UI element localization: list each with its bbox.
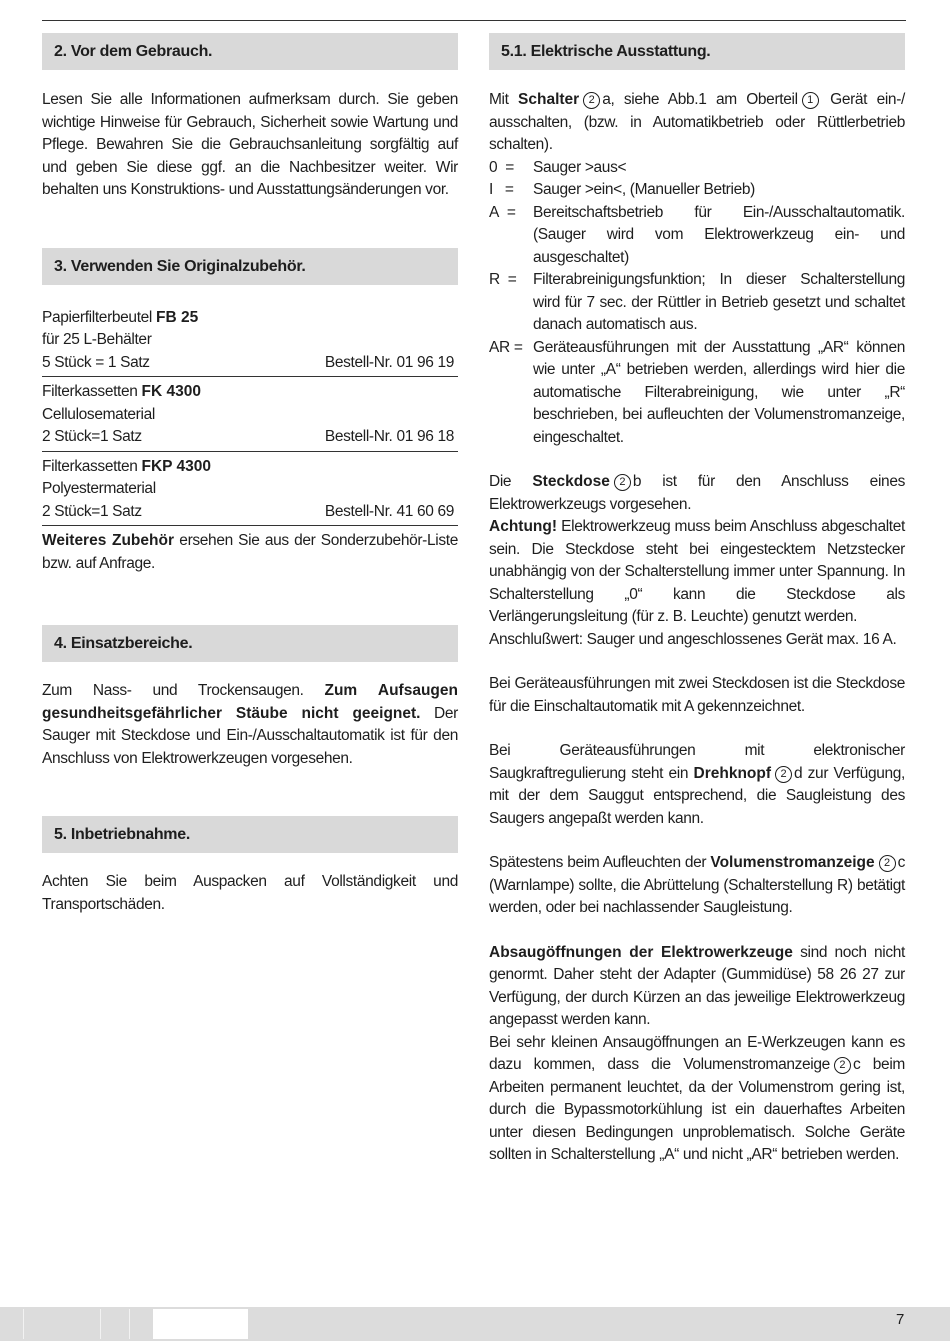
text-part: c (Warnlampe) sollte, die Abrüttelung (Schalterstellung R) betätigt werden, oder bei nachlassender Saugleistung. [489, 854, 905, 916]
product-name: Filterkassetten [42, 457, 142, 475]
circled-number-icon: 2 [834, 1057, 851, 1074]
section-4-warning: Zum Aufsaugen gesundheitsgefährlicher Stäube nicht geeignet. [42, 682, 458, 722]
switch-label: Schalter [518, 91, 580, 108]
text-part: Gerät ein-/ ausschalten, (bzw. in Automatikbetrieb oder Rüttlerbetrieb schalten). [489, 91, 905, 153]
section-4-text [42, 680, 458, 770]
text-part: d zur Verfügung, mit der dem Sauggut entsprechend, die Saugleistung des Saugers angepaßt werden kann. [489, 764, 905, 827]
text-part: Spätestens beim Aufleuchten der [489, 854, 711, 871]
knob-paragraph [489, 740, 905, 830]
text-part: Die [489, 473, 533, 490]
footer-divider [100, 1309, 101, 1339]
product-list [42, 307, 458, 527]
switch-position-item [489, 337, 905, 450]
warning-label: Achtung! [489, 518, 558, 535]
switch-position-desc: Bereitschaftsbetrieb für Ein-/Ausschaltautomatik. (Sauger wird vom Elektrowerkzeug ein- und ausgeschaltet) [533, 203, 905, 266]
switch-position-key: R = [489, 271, 517, 288]
switch-position-key: AR = [489, 338, 523, 356]
switch-position-desc: Sauger >aus< [533, 158, 627, 176]
text-part: Bei sehr kleinen Ansaugöffnungen an E-Werkzeugen kann es dazu kommen, dass die Volumenstromanzeige [489, 1033, 905, 1073]
flow-indicator-paragraph [489, 852, 905, 920]
product-model: FKP 4300 [141, 457, 212, 475]
product-qty: 2 Stück=1 Satz [42, 502, 142, 520]
more-accessories-text [42, 530, 458, 575]
flow-indicator-label: Volumenstromanzeige [710, 854, 875, 871]
footer-white-block [153, 1309, 248, 1339]
product-qty: 2 Stück=1 Satz [42, 428, 142, 445]
suction-openings-label: Absaugöffnungen der Elektrowerkzeuge [489, 943, 793, 961]
product-item-fb25 [42, 307, 458, 378]
product-detail: Polyestermaterial [42, 480, 156, 497]
circled-number-icon: 2 [775, 766, 792, 783]
left-column [42, 33, 458, 916]
product-detail: Cellulosematerial [42, 405, 155, 423]
section-4-part: Zum Nass- und Trockensaugen. [42, 682, 325, 699]
right-column [489, 33, 905, 1167]
product-item-fk4300 [42, 381, 458, 452]
footer-divider [129, 1309, 130, 1339]
more-accessories-bold: Weiteres Zubehör [42, 532, 174, 549]
section-heading-5: 5. Inbetriebnahme. [42, 816, 458, 853]
knob-label: Drehknopf [693, 764, 772, 782]
circled-number-icon: 1 [802, 92, 819, 109]
switch-position-item [489, 269, 905, 337]
circled-number-icon: 2 [614, 474, 631, 491]
switch-position-item [489, 179, 905, 202]
footer-divider [23, 1309, 24, 1339]
footer-bar [0, 1307, 950, 1341]
switch-position-item [489, 157, 905, 180]
suction-openings-paragraph [489, 942, 905, 1167]
switch-position-key: 0 = [489, 158, 514, 176]
section-5-text: Achten Sie beim Auspacken auf Vollständigkeit und Transportschäden. [42, 873, 458, 913]
switch-paragraph [489, 89, 905, 157]
switch-position-desc: Geräteausführungen mit der Ausstattung „AR“ können wie unter „A“ betrieben werden, allerdings wird hier die automatische Filterabreinigung, wie unter „R“ beschrieben, bei aufleuchten der Volumenstromanzeige, eingeschaltet. [533, 338, 905, 446]
two-sockets-paragraph: Bei Geräteausführungen mit zwei Steckdosen ist die Steckdose für die Einschaltautomatik mit A gekennzeichnet. [489, 675, 905, 715]
product-model: FB 25 [155, 308, 199, 326]
switch-position-desc: Filterabreinigungsfunktion; In dieser Schalterstellung wird für 7 sec. der Rüttler in Betrieb gesetzt und schaltet danach automatisch aus. [533, 271, 905, 333]
socket-paragraph [489, 471, 905, 651]
text-part: Bei Geräteausführungen mit elektronischer Saugkraftregulierung steht ein [489, 742, 905, 782]
section-2-text: Lesen Sie alle Informationen aufmerksam durch. Sie geben wichtige Hinweise für Gebrauch, Sicherheit sowie Wartung und Pflege. Bewahren Sie die Gebrauchsanleitung sorgfältig auf und geben Sie diese ggf. an die Nachbesitzer weiter. Wir behalten uns Konstruktions- und Ausstattungsänderungen vor. [42, 91, 458, 198]
section-heading-5-1: 5.1. Elektrische Ausstattung. [489, 33, 905, 70]
switch-position-key: A = [489, 203, 516, 221]
text-part: Mit [489, 91, 519, 108]
product-qty: 5 Stück = 1 Satz [42, 353, 150, 371]
switch-position-desc: Sauger >ein<, (Manueller Betrieb) [533, 181, 755, 198]
text-part: b ist für den Anschluss eines Elektrowerkzeugs vorgesehen. [489, 473, 905, 513]
product-name: Papierfilterbeutel [42, 308, 156, 326]
section-4-part: Der Sauger mit Steckdose und Ein-/Ausschaltautomatik ist für den Anschluss von Elektrowerkzeugen vorgesehen. [42, 704, 458, 767]
switch-position-key: I = [489, 181, 514, 198]
switch-position-item [489, 202, 905, 270]
text-part: c beim Arbeiten permanent leuchtet, da der Volumenstrom gering ist, durch die Bypassmotorkühlung ist ein dauerhaftes Arbeiten unter diesen Bedingungen unproblematisch. Solche Geräte sollten in Schalterstellung „A“ und nicht „AR“ betrieben werden. [489, 1056, 905, 1163]
section-heading-3: 3. Verwenden Sie Originalzubehör. [42, 248, 458, 285]
product-order-number: Bestell-Nr. 41 60 69 [324, 502, 454, 520]
product-model: FK 4300 [141, 383, 201, 400]
rated-power-text: Anschlußwert: Sauger und angeschlossenes Gerät max. 16 A. [489, 630, 897, 648]
product-detail: für 25 L-Behälter [42, 331, 152, 348]
circled-number-icon: 2 [879, 855, 896, 872]
product-order-number: Bestell-Nr. 01 96 18 [324, 428, 454, 445]
product-order-number: Bestell-Nr. 01 96 19 [324, 353, 454, 371]
section-heading-2: 2. Vor dem Gebrauch. [42, 33, 458, 70]
product-item-fkp4300 [42, 456, 458, 527]
section-heading-4: 4. Einsatzbereiche. [42, 625, 458, 662]
text-part: Elektrowerkzeug muss beim Anschluss abgeschaltet sein. Die Steckdose steht bei eingestecktem Netzstecker unabhängig von der Schalterstellung immer unter Spannung. In Schalterstellung „0“ kann die Steckdose als Verlängerungsleitung (für z. B. Leuchte) genutzt werden. [489, 518, 905, 625]
product-name: Filterkassetten [42, 383, 142, 400]
switch-positions-list [489, 157, 905, 450]
circled-number-icon: 2 [583, 92, 600, 109]
socket-label: Steckdose [532, 473, 610, 490]
top-rule [42, 20, 906, 21]
text-part: a, siehe Abb.1 am Oberteil [602, 91, 798, 108]
more-accessories-rest: ersehen Sie aus der Sonderzubehör-Liste bzw. auf Anfrage. [42, 532, 458, 572]
text-part: sind noch nicht genormt. Daher steht der Adapter (Gummidüse) 58 26 27 zur Verfügung, der durch Kürzen an das jeweilige Elektrowerkzeug angepasst werden kann. [489, 943, 905, 1028]
page-number: 7 [896, 1311, 905, 1328]
